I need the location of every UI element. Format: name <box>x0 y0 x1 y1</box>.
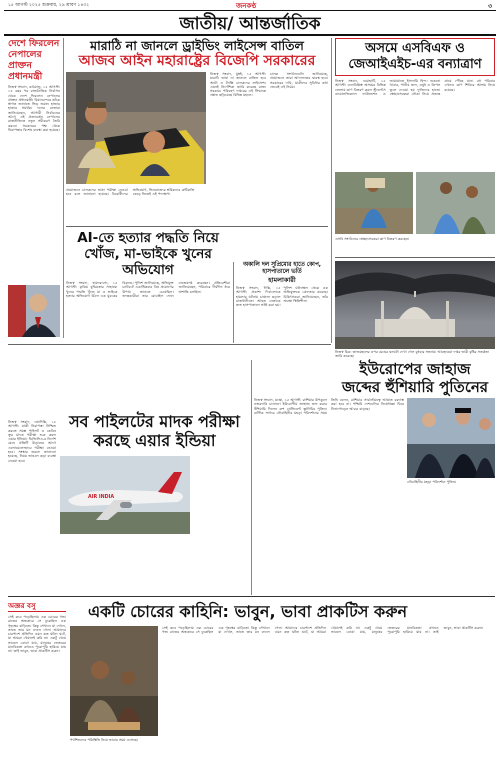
bottom-headline: একটি চোরের কাহিনি: ভাবুন, ভাবা প্রাকটিস করুন <box>87 602 408 621</box>
maharashtra-kicker: মারাঠি না জানলে ড্রাইভিং লাইসেন্স বাতিল <box>90 38 304 53</box>
maharashtra-headline: আজব আইন মহারাষ্ট্রের বিজেপি সরকারের <box>78 53 316 69</box>
assam-body: নিজস্ব সংবাদ, গুয়াহাটি, ১৫ আগস্ট: বন্যাবিধ্বস্ত অসমের বিভিন্ন জেলায় ত্রাণ বিতরণ করল স্টুডেন্টস বায়োলজিক্যাল ফাউন্ডেশন ও জামায়াতে ইসলামি হিন্দ। শুকনো খাবার, পানীয় জল, ওষুধ ও ত্রিপল তুলে দেওয়া হয় দুর্গতদের হাতে। স্বেচ্ছাসেবকরা নৌকা নিয়ে প্রত্যন্ত গ্রামে পৌঁছে যান। বহু পরিবার এখনও ত্রাণ শিবিরে আশ্রয় নিয়ে রয়েছে। <box>335 79 495 96</box>
delhi-kicker: অকালি দল সুপ্রিমোর হাতে কোপ, হাসপাতালে ভর্তি <box>242 262 322 275</box>
maharashtra-body-1: নিজস্ব সংবাদ, মুম্বই, ১৫ আগস্ট: মারাঠি ভাষা না জানলে বাতিল হবে অটো ও ট্যাক্সি চালকদের লাইসেন্স। এমনই নির্দেশিকা জারি করেছে রাজ্য সরকার। পরিবহণ দপ্তরের এই সিদ্ধান্তে ক্ষোভ ছড়িয়েছে বিভিন্ন মহলে। <box>210 72 266 98</box>
masthead-date: ১৫ আগস্ট ২০২৫ শুক্রবার, ২৯ শ্রাবণ ১৪৩২ <box>8 3 90 8</box>
bottom-caption: পথশিশুদের পরিস্থিতি নিয়ে ভাবার সময় এসেছে। <box>70 738 139 742</box>
europe-photo <box>407 398 495 478</box>
europe-caption: নৌবাহিনীর মহড়া পরিদর্শনে পুতিন। <box>407 480 457 484</box>
maharashtra-body-3: চালক সংগঠনগুলি জানিয়েছে, প্রয়োজনে তারা আদালতের দ্বারস্থ হবে। সরকারের দাবি, যাত্রীদের সুবিধার কথা ভেবেই এই নিয়ম। <box>270 72 328 89</box>
assam-photo-1 <box>335 172 413 234</box>
columnist-name: অজ্ঞর বসু <box>8 602 36 610</box>
story-bottom <box>8 600 495 758</box>
bottom-body-cols: সেই কবে পড়েছিলাম এক চোরের গল্প। রাতের অন্ধকারে সে ঢুকেছিল এক গৃহস্থের বাড়িতে। কিন্তু সেখানে যা দেখল, তাতে তার মন বদলে গেল। আমাদের চারপাশে প্রতিদিন এমন কত ঘটনা ঘটে, যা আমরা খেয়ালই করি না। একটু থেমে ভাবলে বোঝা যায়, মানুষের ভেতরের মানবিকতা কখনও পুরোপুরি হারিয়ে যায় না। তাই ভাবুন, ভাবা প্রাকটিস করুন। <box>162 626 484 635</box>
ai-headline: AI-তে হত্যার পদ্ধতি নিয়ে খোঁজ, মা-ভাইকে খুনের অভিযোগ <box>77 230 219 278</box>
nepal-headline: দেশে ফিরলেন নেপালের প্রাক্তন প্রধানমন্ত্রী <box>8 38 60 82</box>
airindia-body-right <box>194 436 251 536</box>
delhi-body: নিজস্ব সংবাদ, দিল্লি, ১৫ আগস্ট: প্রকাশ্য দিবালোকে হামলার ঘটনায় চাঞ্চল্য ছড়াল রাজধানীতে। আহত নেতাকে দ্রুত হাসপাতালে ভর্তি করা হয়। পুলিশ ঘটনাস্থল থেকে এক অভিযুক্তকে গ্রেফতার করেছে। চিকিৎসকরা জানিয়েছেন, তাঁর অবস্থা স্থিতিশীল। <box>236 286 328 308</box>
delhi-headline: হামলাকারী <box>268 276 296 284</box>
airindia-body: নিজস্ব সংবাদ, নয়াদিল্লি, ১৫ আগস্ট: যাত্রী নিরাপত্তা নিশ্চিত করতে সমস্ত পাইলট ও কেবিন ক্রুর মাদক পরীক্ষা শুরু করল এয়ার ইন্ডিয়া। ডিজিসিএ-র নির্দেশ মেনে প্রতিটি উড়ানের আগে এলোমেলোভাবে পরীক্ষা নেওয়া হবে। সংস্থার তরফে জানানো হয়েছে, নিয়ম ভাঙলে কড়া ব্যবস্থা নেওয়া হবে। <box>8 420 56 463</box>
story-maharashtra <box>66 38 328 258</box>
story-ai <box>66 230 230 343</box>
masthead-logo: জনকণ্ঠ <box>236 2 257 10</box>
maharashtra-body-2: প্রয়োজনে চালকদের ভাষা পরীক্ষা নেওয়া হবে বলে জানানো হয়েছে। বিরোধীদের অভিযোগ, ভিনরাজ্যের শ্রমিকদের রুটিরুজি কেড়ে নিতেই এই পদক্ষেপ। <box>66 188 195 197</box>
airindia-photo <box>60 456 190 534</box>
europe-body: নিজস্ব সংবাদ, মস্কো, ১৫ আগস্ট: রাশিয়ার উপকূলে নজরদারি চালানো ইউরোপীয় জাহাজ জব্দ করার হুঁশিয়ারি দিলেন রুশ প্রেসিডেন্ট ভ্লাদিমির পুতিন। বাল্টিক সাগরে নৌবাহিনীর মহড়া পরিদর্শনের সময় তিনি বলেন, রাশিয়ার সার্বভৌমত্বে আঘাত বরদাস্ত করা হবে না। পশ্চিমি দেশগুলির নিষেধাজ্ঞা ঘিরে টানাপোড়েন আরও বাড়ছে। <box>254 398 404 415</box>
taj-caption: নিজস্ব চিত্র: তাজমহলের ওপর মেঘের ঘনঘটা দেখা গেল বুধবার সন্ধ্যায়। আবহাওয়া দপ্তর ভারী বৃষ্টির সতর্কতা জারি করেছে। <box>335 350 489 359</box>
masthead <box>0 0 500 36</box>
putin-side-filler <box>8 348 60 408</box>
airindia-headline: সব পাইলটের মাদক পরীক্ষা করছে এয়ার ইন্ডিয়া <box>69 412 240 450</box>
bottom-photo <box>70 626 158 736</box>
assam-headline: অসমে এসবিএফ ও জেআইএইচ-এর বন্যাত্রাণ <box>348 41 482 72</box>
ai-body: নিজস্ব সংবাদ, হায়দরাবাদ, ১৫ আগস্ট: কৃত্রিম বুদ্ধিমত্তার সাহায্যে খুনের পদ্ধতি খুঁজে মা ও ভাইকে হত্যার অভিযোগ উঠল এক যুবকের বিরুদ্ধে। পুলিশ জানিয়েছে, অভিযুক্ত চ্যাটবটে একাধিকবার বিষ প্রয়োগের উপায় জানতে চেয়েছিল। তদন্তকারীরা তার মোবাইল ফোন বাজেয়াপ্ত করেছেন। প্রতিবেশীরা জানিয়েছেন, পরিবারে দীর্ঘদিন ধরে অশান্তি চলছিল। <box>66 281 230 298</box>
nepal-photo <box>8 285 60 337</box>
airindia-body-bottom <box>60 538 251 588</box>
assam-photo-2 <box>416 172 495 234</box>
airindia-plane-label: AIR INDIA <box>88 495 115 500</box>
europe-headline: ইউরোপের জাহাজ জব্দের হুঁশিয়ারি পুতিনের <box>341 360 489 396</box>
story-delhi <box>236 262 328 343</box>
assam-caption: এসবি সংগঠনের স্বেচ্ছাসেবকরা ত্রাণ বিতরণ করছেন। <box>335 237 410 241</box>
page-number: ৩ <box>488 3 492 10</box>
taj-mahal-photo <box>335 261 495 349</box>
story-nepal <box>8 38 60 338</box>
section-title: জাতীয়/ আন্তর্জাতিক <box>179 14 321 34</box>
story-assam <box>335 38 495 253</box>
bottom-body: সেই কবে পড়েছিলাম এক চোরের গল্প। রাতের অন্ধকারে সে ঢুকেছিল এক গৃহস্থের বাড়িতে। কিন্তু সেখানে যা দেখল, তাতে তার মন বদলে গেল। আমাদের চারপাশে প্রতিদিন এমন কত ঘটনা ঘটে, যা আমরা খেয়ালই করি না। একটু থেমে ভাবলে বোঝা যায়, মানুষের ভেতরের মানবিকতা কখনও পুরোপুরি হারিয়ে যায় না। তাই ভাবুন, ভাবা প্রাকটিস করুন। <box>8 615 66 654</box>
maharashtra-photo <box>66 72 206 184</box>
nepal-body: নিজস্ব সংবাদ, কাঠমান্ডু, ১৫ আগস্ট: ১৪ বছর পর রাজনৈতিক নির্বাসন থেকে দেশে ফিরলেন নেপালের প্রাক্তন প্রধানমন্ত্রী। বিমানবন্দরে তাঁকে স্বাগত জানাতে ভিড় জমান হাজার হাজার সমর্থক। দলের নেতারা জানিয়েছেন, আগামী নির্বাচনের আগে এই প্রত্যাবর্তন নেপালের রাজনীতিতে নতুন সমীকরণ তৈরি করবে। সরকারের পক্ষ থেকে নিরাপত্তার বিশেষ ব্যবস্থা করা হয়েছে। <box>8 85 60 132</box>
